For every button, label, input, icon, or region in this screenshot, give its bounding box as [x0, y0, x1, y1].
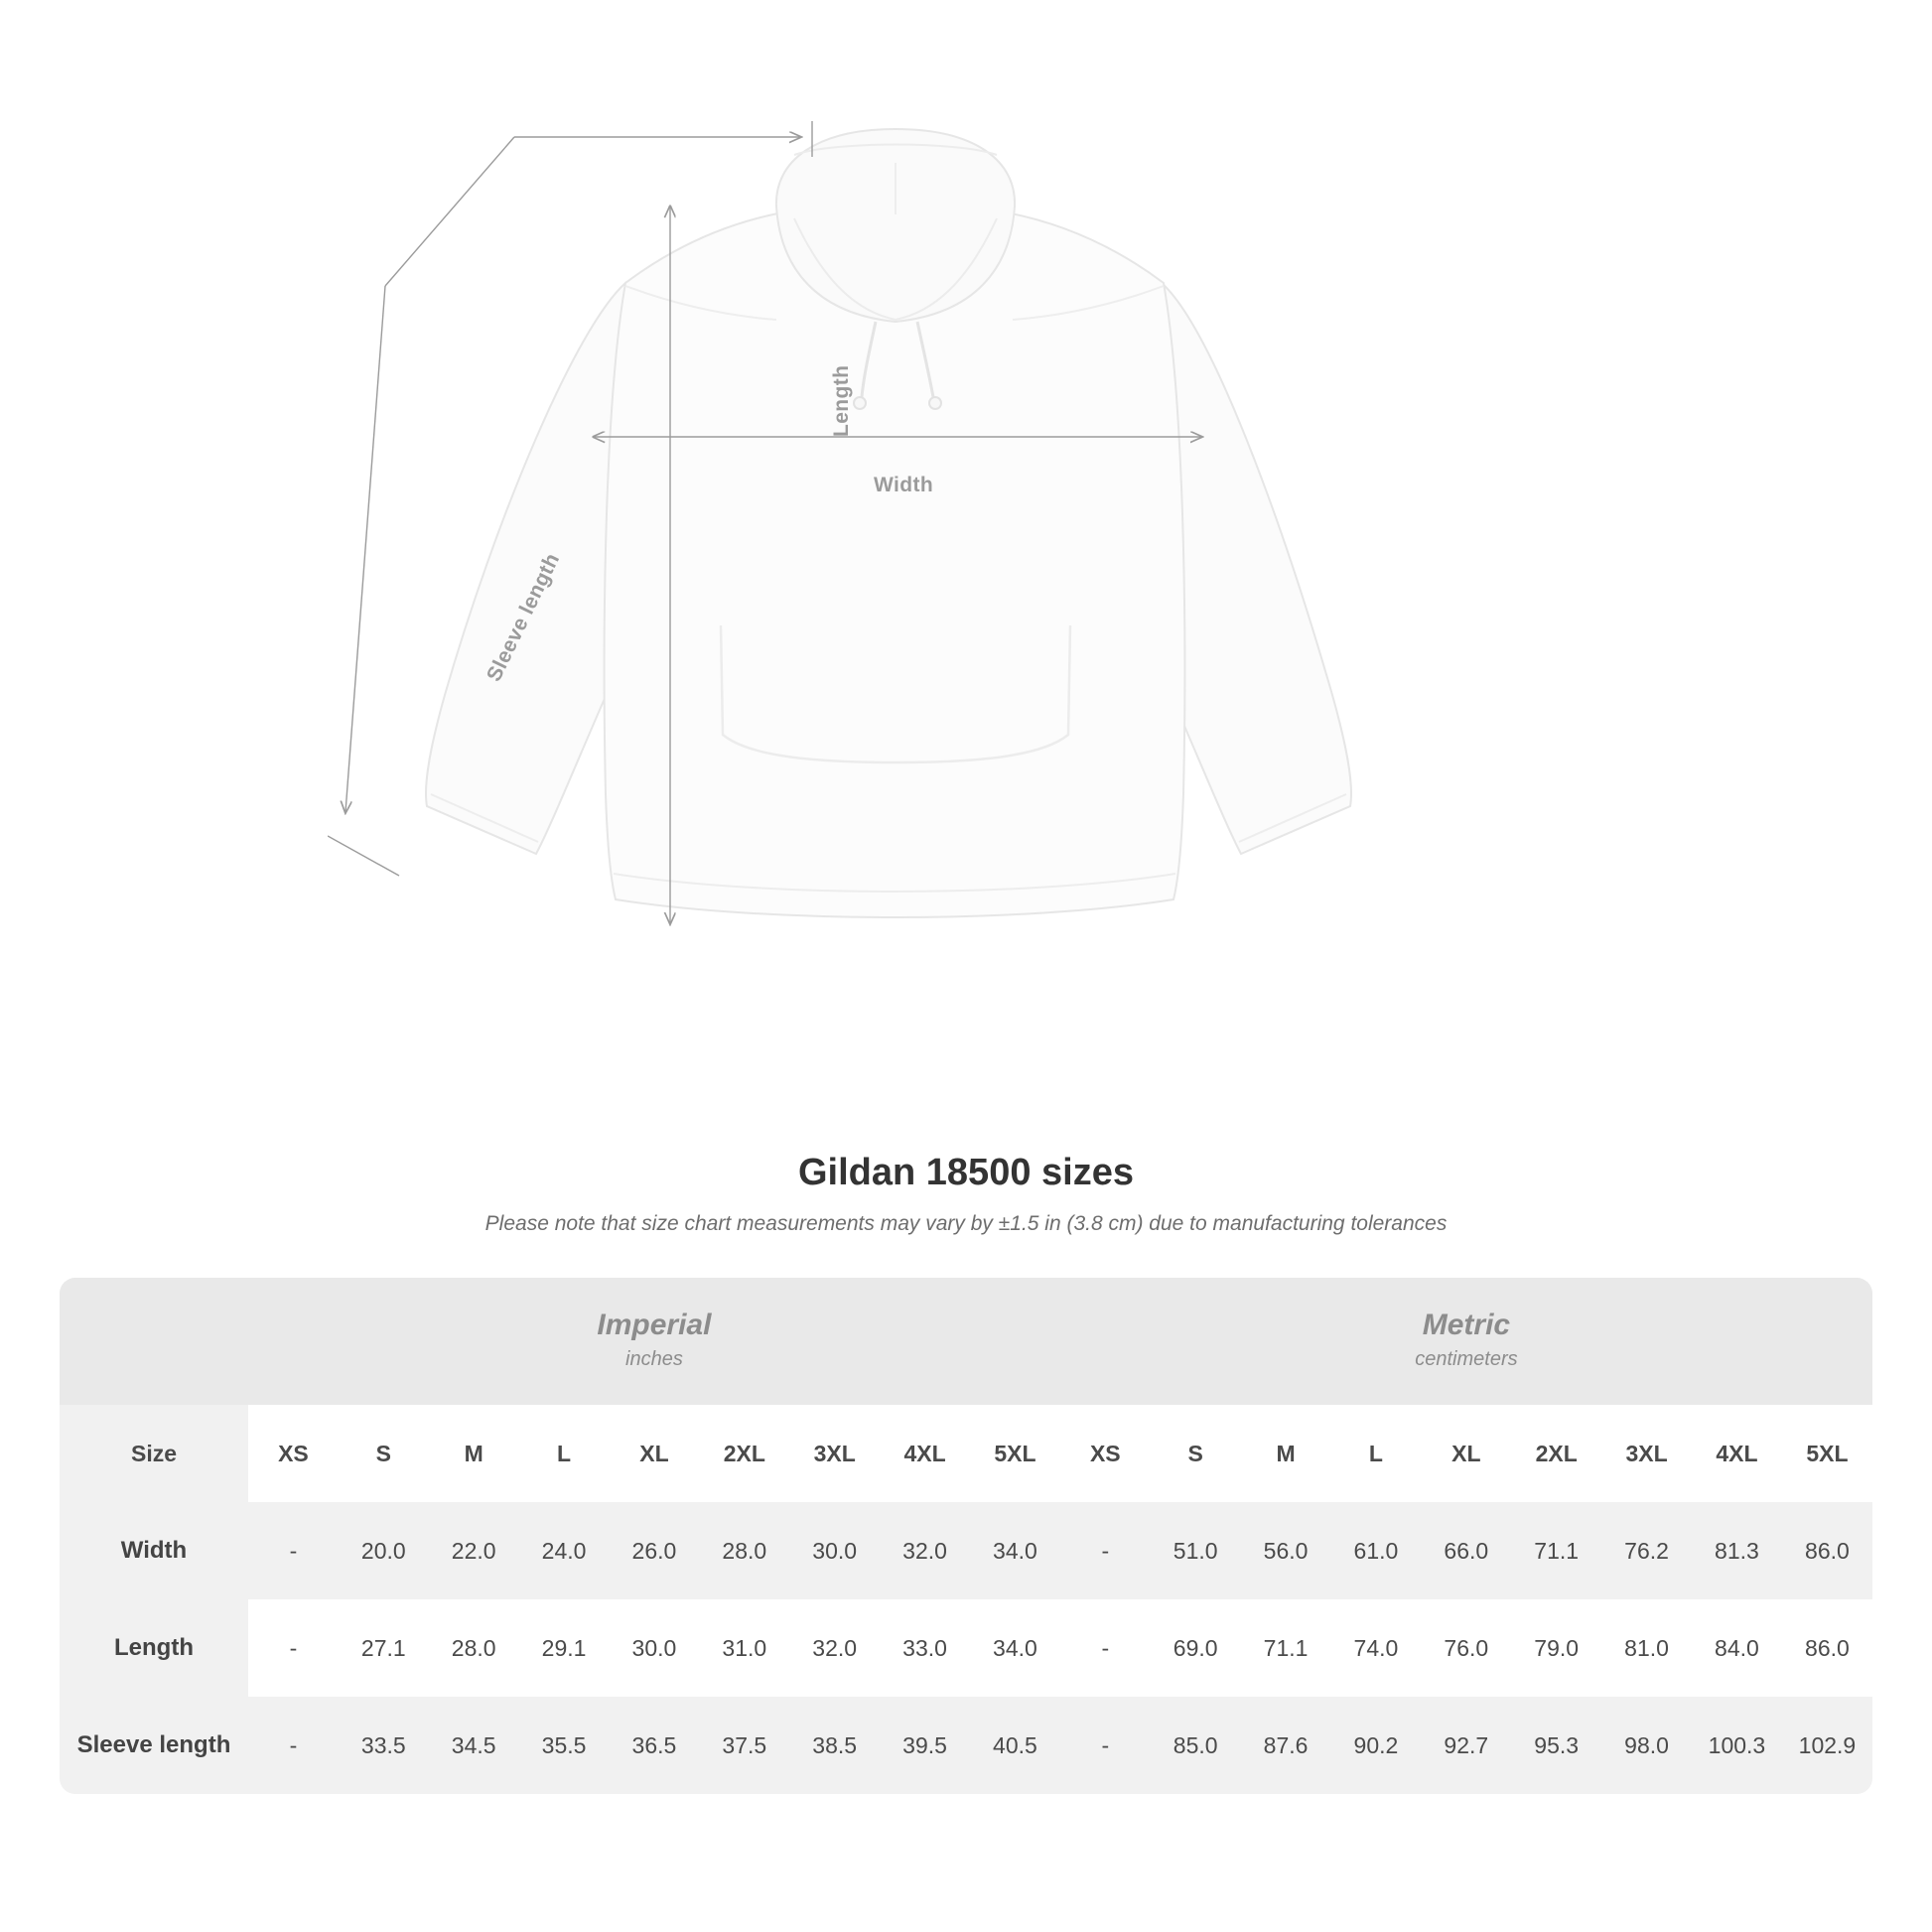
cell-sleeve-metric-xs: -: [1060, 1697, 1151, 1794]
size-header-imperial-l: L: [519, 1405, 610, 1502]
cell-sleeve-imperial-l: 35.5: [519, 1697, 610, 1794]
size-header-metric-4xl: 4XL: [1692, 1405, 1782, 1502]
unit-group-imperial-sub: inches: [625, 1348, 683, 1370]
unit-group-metric-sub: centimeters: [1415, 1348, 1518, 1370]
size-header-metric-3xl: 3XL: [1601, 1405, 1692, 1502]
size-header-imperial-5xl: 5XL: [970, 1405, 1060, 1502]
size-header-imperial-3xl: 3XL: [789, 1405, 880, 1502]
cell-sleeve-metric-4xl: 100.3: [1692, 1697, 1782, 1794]
page-title: Gildan 18500 sizes: [798, 1152, 1134, 1193]
row-label-sleeve-length: Sleeve length: [60, 1697, 248, 1794]
cell-width-imperial-s: 20.0: [339, 1502, 429, 1599]
hoodie-drawing: [328, 99, 1459, 1052]
cell-length-metric-l: 74.0: [1331, 1599, 1422, 1697]
cell-width-metric-m: 56.0: [1241, 1502, 1331, 1599]
size-header-metric-l: L: [1331, 1405, 1422, 1502]
size-header-row: [60, 1405, 1872, 1502]
cell-length-metric-xs: -: [1060, 1599, 1151, 1697]
cell-length-imperial-xl: 30.0: [610, 1599, 700, 1697]
unit-header-row: [60, 1278, 1872, 1405]
cell-sleeve-imperial-xl: 36.5: [610, 1697, 700, 1794]
cell-sleeve-metric-2xl: 95.3: [1511, 1697, 1601, 1794]
cell-width-imperial-4xl: 32.0: [880, 1502, 970, 1599]
cell-sleeve-metric-l: 90.2: [1331, 1697, 1422, 1794]
cell-width-metric-l: 61.0: [1331, 1502, 1422, 1599]
cell-sleeve-imperial-4xl: 39.5: [880, 1697, 970, 1794]
cell-length-imperial-3xl: 32.0: [789, 1599, 880, 1697]
size-table-container: [60, 1278, 1872, 1794]
cell-sleeve-metric-m: 87.6: [1241, 1697, 1331, 1794]
size-table: [60, 1278, 1872, 1794]
hoodie-image: [328, 99, 1459, 1052]
length-dimension-label: Length: [830, 364, 853, 437]
cell-length-metric-4xl: 84.0: [1692, 1599, 1782, 1697]
unit-group-imperial: [248, 1278, 1060, 1405]
sleeve-length-dimension-label: Sleeve length: [483, 549, 565, 686]
size-header-imperial-m: M: [429, 1405, 519, 1502]
cell-length-metric-2xl: 79.0: [1511, 1599, 1601, 1697]
cell-width-imperial-xs: -: [248, 1502, 339, 1599]
cell-width-metric-2xl: 71.1: [1511, 1502, 1601, 1599]
size-header-imperial-xl: XL: [610, 1405, 700, 1502]
size-header-imperial-xs: XS: [248, 1405, 339, 1502]
cell-sleeve-metric-xl: 92.7: [1421, 1697, 1511, 1794]
cell-sleeve-imperial-5xl: 40.5: [970, 1697, 1060, 1794]
cell-sleeve-metric-s: 85.0: [1151, 1697, 1241, 1794]
table-row: [60, 1697, 1872, 1794]
tolerance-note: Please note that size chart measurements may vary by ±1.5 in (3.8 cm) due to manufacturing tolerances: [484, 1212, 1448, 1235]
cell-length-imperial-4xl: 33.0: [880, 1599, 970, 1697]
cell-length-imperial-2xl: 31.0: [699, 1599, 789, 1697]
cell-sleeve-metric-5xl: 102.9: [1782, 1697, 1872, 1794]
size-header-metric-xl: XL: [1421, 1405, 1511, 1502]
cell-length-imperial-m: 28.0: [429, 1599, 519, 1697]
size-header-label: Size: [60, 1405, 248, 1502]
width-dimension-label: Width: [874, 474, 934, 496]
size-header-metric-m: M: [1241, 1405, 1331, 1502]
cell-width-imperial-3xl: 30.0: [789, 1502, 880, 1599]
cell-length-metric-m: 71.1: [1241, 1599, 1331, 1697]
size-header-imperial-s: S: [339, 1405, 429, 1502]
table-row: [60, 1599, 1872, 1697]
cell-sleeve-imperial-2xl: 37.5: [699, 1697, 789, 1794]
cell-length-metric-xl: 76.0: [1421, 1599, 1511, 1697]
unit-header-spacer: [60, 1278, 248, 1405]
size-header-metric-5xl: 5XL: [1782, 1405, 1872, 1502]
cell-length-metric-3xl: 81.0: [1601, 1599, 1692, 1697]
cell-width-metric-xs: -: [1060, 1502, 1151, 1599]
cell-sleeve-metric-3xl: 98.0: [1601, 1697, 1692, 1794]
cell-width-metric-xl: 66.0: [1421, 1502, 1511, 1599]
row-label-length: Length: [60, 1599, 248, 1697]
unit-group-imperial-name: Imperial: [597, 1309, 712, 1341]
cell-length-imperial-l: 29.1: [519, 1599, 610, 1697]
row-label-width: Width: [60, 1502, 248, 1599]
cell-length-imperial-5xl: 34.0: [970, 1599, 1060, 1697]
cell-length-imperial-s: 27.1: [339, 1599, 429, 1697]
cell-width-imperial-m: 22.0: [429, 1502, 519, 1599]
cell-length-metric-5xl: 86.0: [1782, 1599, 1872, 1697]
table-row: [60, 1502, 1872, 1599]
size-header-imperial-2xl: 2XL: [699, 1405, 789, 1502]
cell-width-imperial-5xl: 34.0: [970, 1502, 1060, 1599]
cell-sleeve-imperial-xs: -: [248, 1697, 339, 1794]
cell-width-metric-4xl: 81.3: [1692, 1502, 1782, 1599]
size-header-metric-s: S: [1151, 1405, 1241, 1502]
cell-width-imperial-2xl: 28.0: [699, 1502, 789, 1599]
cell-width-imperial-xl: 26.0: [610, 1502, 700, 1599]
size-header-imperial-4xl: 4XL: [880, 1405, 970, 1502]
cell-width-imperial-l: 24.0: [519, 1502, 610, 1599]
size-header-metric-xs: XS: [1060, 1405, 1151, 1502]
cell-length-metric-s: 69.0: [1151, 1599, 1241, 1697]
size-header-metric-2xl: 2XL: [1511, 1405, 1601, 1502]
cell-sleeve-imperial-s: 33.5: [339, 1697, 429, 1794]
cell-width-metric-3xl: 76.2: [1601, 1502, 1692, 1599]
cell-sleeve-imperial-3xl: 38.5: [789, 1697, 880, 1794]
cell-width-metric-s: 51.0: [1151, 1502, 1241, 1599]
unit-group-metric: [1060, 1278, 1872, 1405]
cell-width-metric-5xl: 86.0: [1782, 1502, 1872, 1599]
title-block: [0, 1152, 1932, 1236]
cell-sleeve-imperial-m: 34.5: [429, 1697, 519, 1794]
unit-group-metric-name: Metric: [1422, 1309, 1511, 1341]
cell-length-imperial-xs: -: [248, 1599, 339, 1697]
